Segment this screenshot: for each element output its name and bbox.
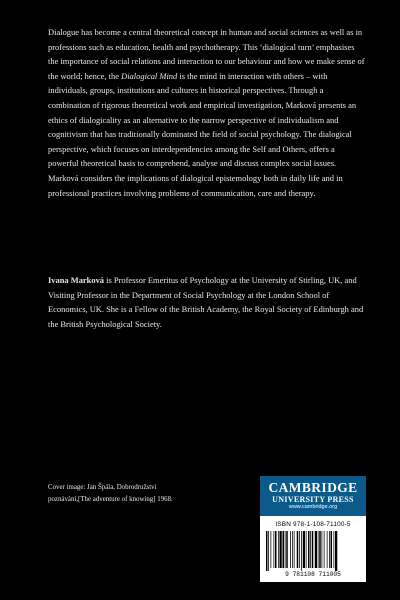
author-bio-text: is Professor Emeritus of Psychology at the University of Stirling, UK, and Visiting Professor in the Department of Social Psychology at the London School of Economics, UK. She is a Fellow of the British Academy, the Royal Society of Edinburgh and the British Psychological Society. [48,275,364,329]
barcode-bar [324,531,325,568]
cover-image-credit [48,482,238,506]
barcode-bar [318,531,319,568]
barcode-bar [319,531,321,568]
barcode-bar [331,531,333,568]
barcode-bar [308,531,310,568]
barcode-bar [335,531,337,571]
publisher-name: CAMBRIDGE [268,480,358,495]
credit-line-1: Cover image: Jan Špála, Dobrodružství [48,484,157,491]
blurb-part-2: is the mind in interaction with others – with individuals, groups, institutions and cultures in historical perspectives. Through a combination of rigorous theoretical work and empirical investigation, Marková presents an ethics of dialogicality as an alternative to the narrow perspective of individualism and cognitivism that has traditionally dominated the field of social psychology. The dialogical perspective, which focuses on interdependencies among the Self and Others, offers a powerful theoretical basis to comprehend, analyse and discuss complex social issues. Marková considers the implications of dialogical epistemology both in daily life and in professional practices involving problems of communication, care and therapy. [48,70,357,198]
barcode-bar [312,531,314,568]
publisher-press: UNIVERSITY PRESS [272,495,354,504]
barcode-bar [283,531,285,568]
barcode-bar [290,531,291,568]
credit-line-2: poznávání,[The adventure of knowing] 1968. [48,496,173,503]
barcode-bar [271,531,272,568]
barcode [265,531,361,571]
barcode-bar [286,531,288,568]
barcode-bar [266,531,268,571]
barcode-bar [334,531,335,568]
blurb-book-title: Dialogical Mind [121,70,178,81]
barcode-bar [297,531,299,568]
barcode-bar [322,531,323,568]
isbn-label: ISBN 978-1-108-71100-5 [275,521,351,528]
barcode-bar [274,531,275,568]
barcode-bar [306,531,307,568]
barcode-bar [292,531,293,568]
barcode-bar [280,531,282,568]
barcode-bar [301,531,302,571]
publisher-url: www.cambridge.org [288,504,338,510]
publisher-barcode-box [260,476,366,582]
author-bio [48,273,366,331]
publisher-logo [260,476,366,516]
barcode-bar [303,531,305,568]
barcode-bar [285,531,286,568]
barcode-bar [299,531,300,568]
blurb-text [48,25,366,200]
blurb-part-1: Dialogue has become a central theoretical concept in human and social sciences as well as in professions such as education, health and psychotherapy. This ‘dialogical turn’ emphasises the importance of social relations and interaction to our behaviour and how we make sense of the world; hence, the [48,27,365,81]
barcode-bar [294,531,295,568]
barcode-bar [268,531,269,571]
barcode-bar [278,531,279,568]
author-name: Ivana Marková [48,275,105,285]
barcode-bar [329,531,330,568]
barcode-bar [310,531,311,568]
barcode-bar [275,531,277,568]
barcode-bar [315,531,317,568]
barcode-digits: 9 781108 711005 [285,571,341,578]
barcode-bar [327,531,328,568]
